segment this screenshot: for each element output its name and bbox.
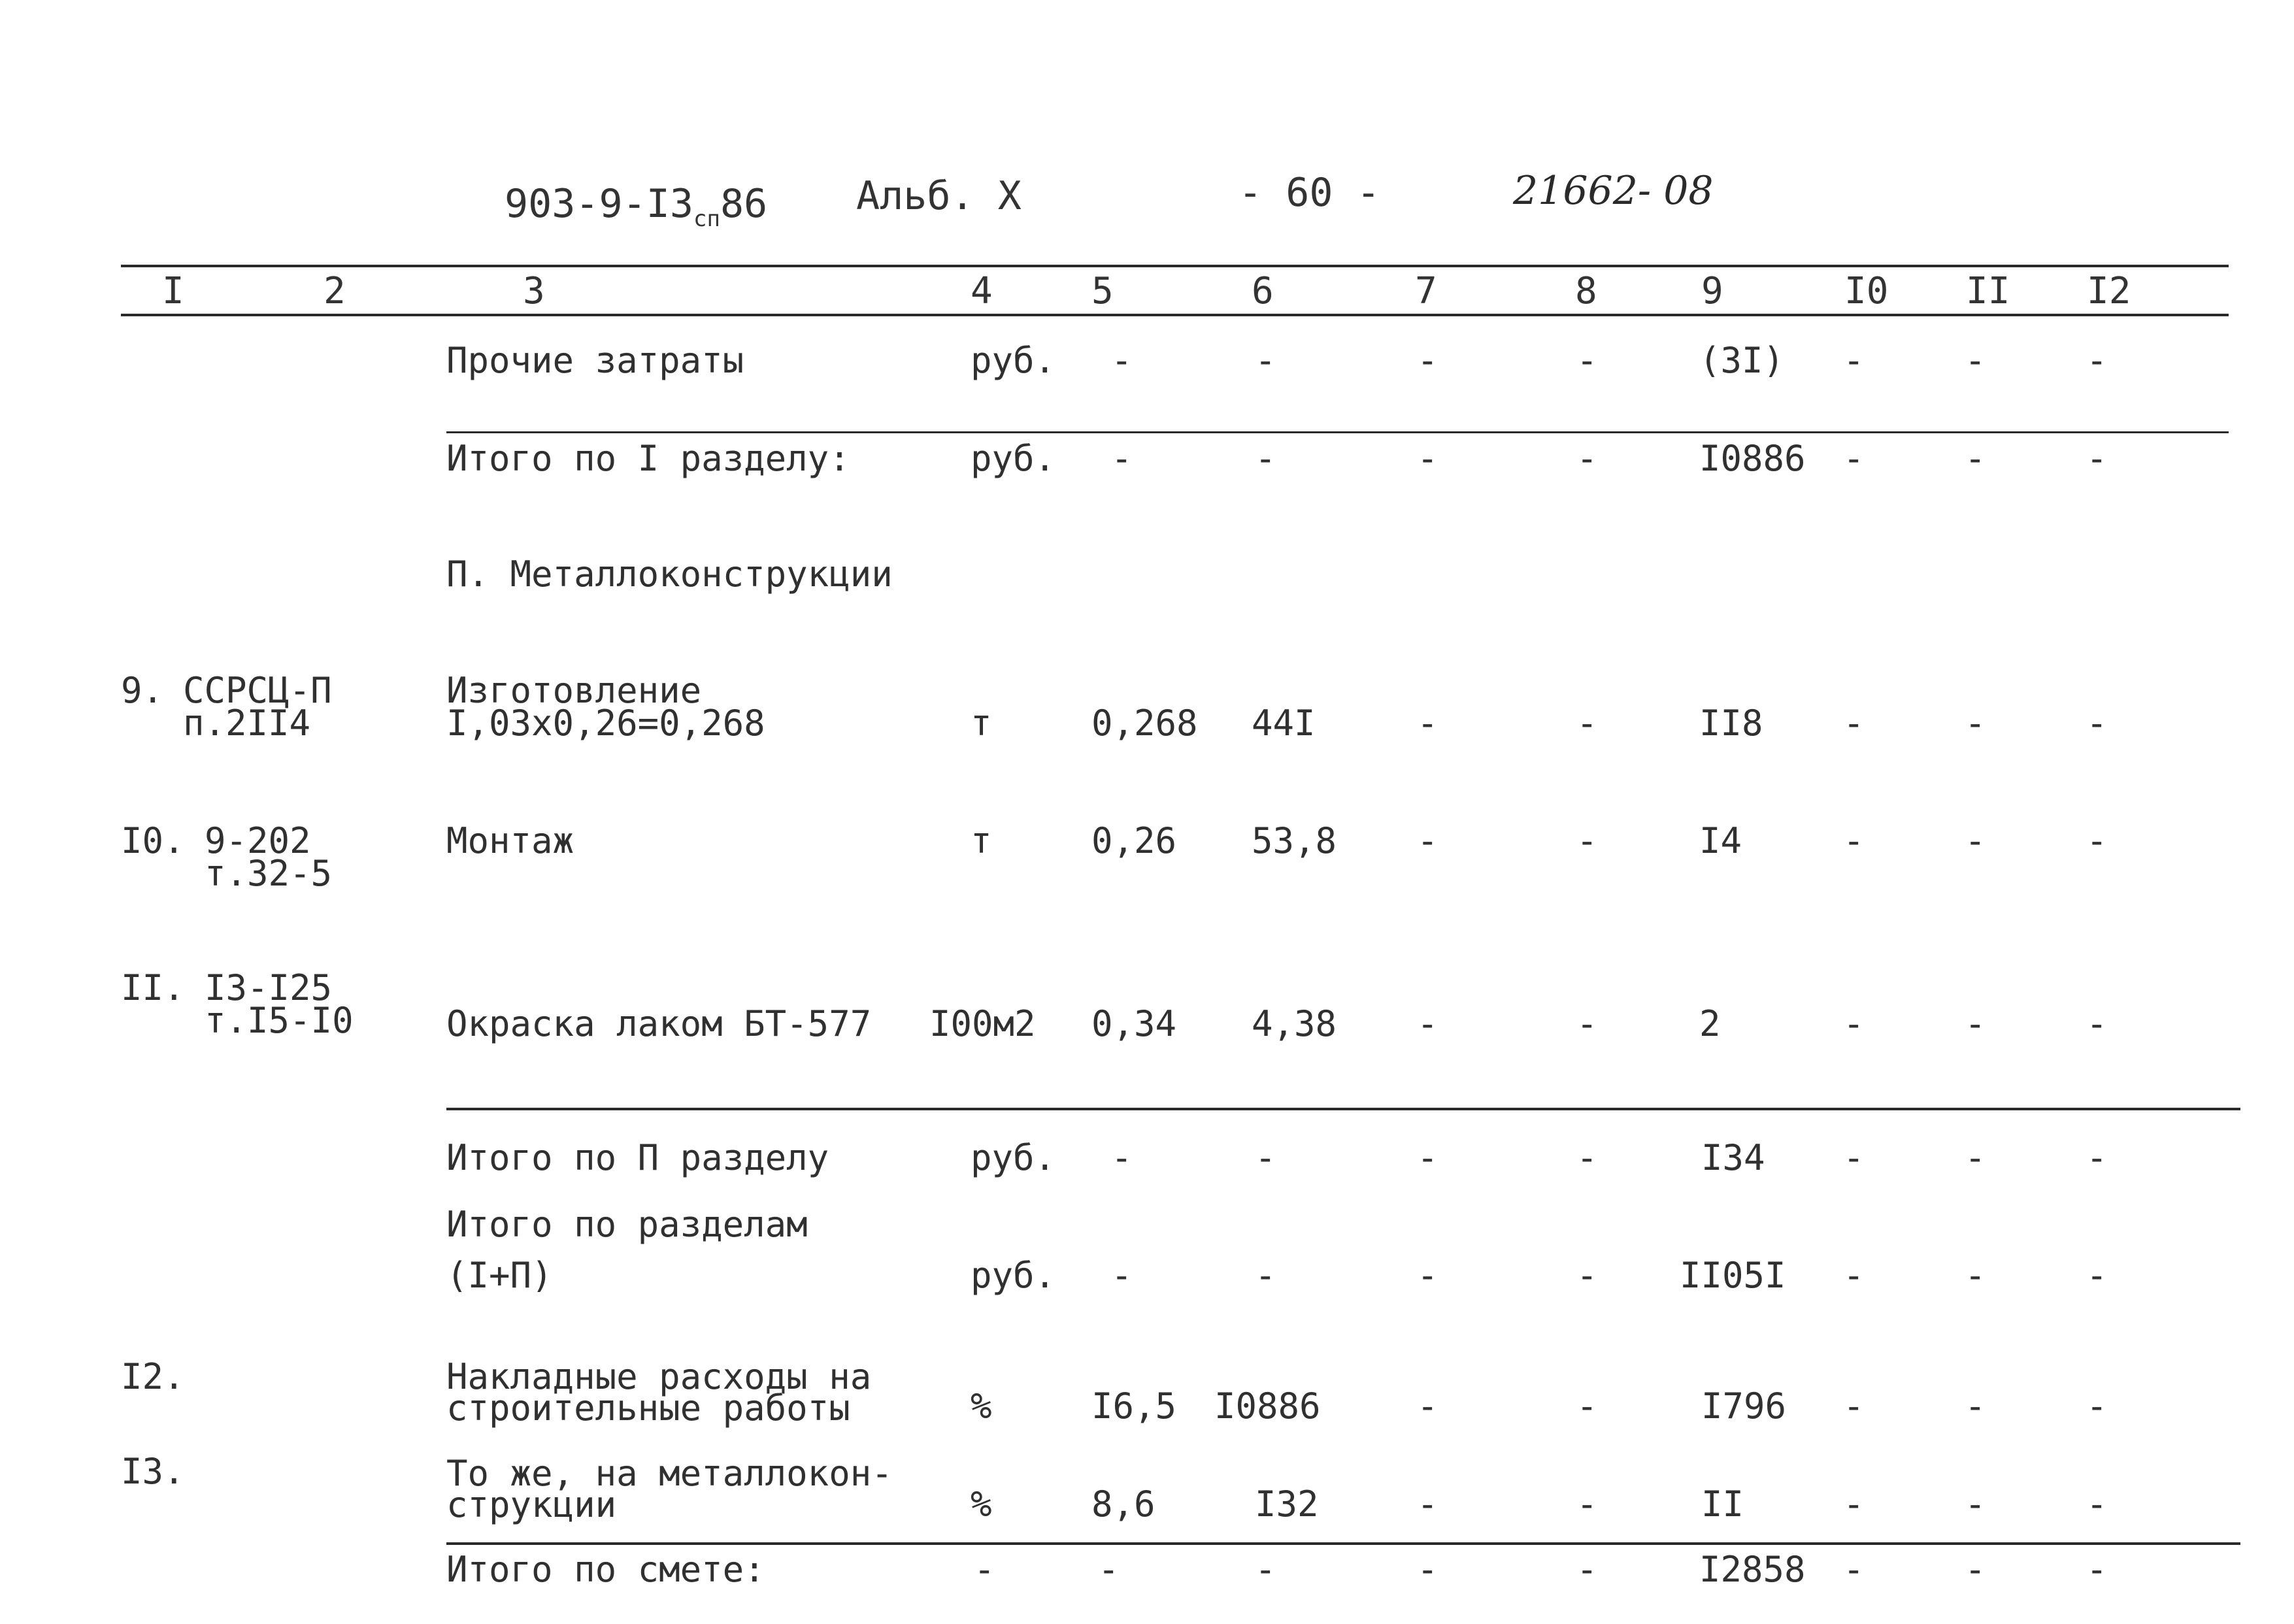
- section1-total-col11: -: [1965, 438, 1986, 479]
- row9-code-line1: ССРСЦ-П: [183, 670, 332, 711]
- row11-col10: -: [1843, 1003, 1865, 1044]
- row9-col5: 0,268: [1091, 703, 1198, 744]
- row12-col8: -: [1576, 1385, 1598, 1427]
- row11-col7: -: [1417, 1003, 1438, 1044]
- row11-col12: -: [2086, 1003, 2108, 1044]
- document-code: $903-9-I3_{сп}86$: [505, 181, 768, 232]
- other-costs-col9: (3I): [1699, 340, 1785, 381]
- row9-col8: -: [1576, 703, 1598, 744]
- grand-total-col8: -: [1576, 1549, 1598, 1590]
- row9-col9: II8: [1699, 703, 1763, 744]
- row9-name-line1: Изготовление: [446, 670, 702, 711]
- row9-number: 9.: [121, 670, 164, 711]
- column-header-6: 6: [1252, 270, 1274, 312]
- other-costs-col11: -: [1965, 340, 1986, 381]
- row10-col10: -: [1843, 820, 1865, 861]
- other-costs-col8: -: [1576, 340, 1598, 381]
- row11-col6: 4,38: [1252, 1003, 1337, 1044]
- section1-total-col10: -: [1843, 438, 1865, 479]
- sections-total-col8: -: [1576, 1255, 1598, 1296]
- row13-number: I3.: [121, 1451, 185, 1492]
- other-costs-col7: -: [1417, 340, 1438, 381]
- row12-col10: -: [1843, 1385, 1865, 1427]
- section2-total-col6: -: [1255, 1137, 1276, 1178]
- row12-col11: -: [1965, 1385, 1986, 1427]
- row12-name-line1: Накладные расходы на: [446, 1356, 872, 1397]
- row10-col11: -: [1965, 820, 1986, 861]
- sections-total-col7: -: [1417, 1255, 1438, 1296]
- document-code-subscript: сп: [693, 206, 720, 232]
- section2-title: П. Металлоконструкции: [446, 554, 893, 595]
- row13-col7: -: [1417, 1483, 1438, 1525]
- row10-col12: -: [2086, 820, 2108, 861]
- other-costs-col12: -: [2086, 340, 2108, 381]
- section2-total-col9: I34: [1701, 1137, 1765, 1178]
- row11-code-line2: т.I5-I0: [205, 1000, 354, 1041]
- section2-total-rule: [446, 1108, 2240, 1110]
- album-label: Альб. X: [856, 173, 1022, 219]
- column-header-5: 5: [1091, 270, 1114, 312]
- grand-total-col9: I2858: [1699, 1549, 1806, 1590]
- other-costs-col10: -: [1843, 340, 1865, 381]
- section2-total-col5: -: [1111, 1137, 1133, 1178]
- sections-total-col12: -: [2086, 1255, 2108, 1296]
- row13-col8: -: [1576, 1483, 1598, 1525]
- grand-total-name: Итого по смете:: [446, 1549, 765, 1590]
- row9-col6: 44I: [1252, 703, 1316, 744]
- row13-name-line2: струкции: [446, 1484, 617, 1525]
- row13-col9: II: [1701, 1483, 1744, 1525]
- row11-code-line1: I3-I25: [205, 967, 333, 1008]
- row10-col5: 0,26: [1091, 820, 1177, 861]
- row9-code-line2: п.2II4: [183, 703, 311, 744]
- section2-total-col10: -: [1843, 1137, 1865, 1178]
- section2-total-col7: -: [1417, 1137, 1438, 1178]
- row13-col5: 8,6: [1091, 1483, 1155, 1525]
- row11-unit: I00м2: [929, 1003, 1036, 1044]
- sections-total-col10: -: [1843, 1255, 1865, 1296]
- row13-col6: I32: [1255, 1483, 1319, 1525]
- row12-number: I2.: [121, 1356, 185, 1397]
- column-header-4: 4: [971, 270, 993, 312]
- column-header-8: 8: [1575, 270, 1597, 312]
- table-top-rule: [121, 265, 2229, 267]
- row10-code-line2: т.32-5: [205, 853, 333, 894]
- row10-unit: т: [971, 820, 992, 861]
- grand-total-col5: -: [1098, 1549, 1120, 1590]
- row9-col7: -: [1417, 703, 1438, 744]
- column-header-9: 9: [1701, 270, 1723, 312]
- row10-col8: -: [1576, 820, 1598, 861]
- row9-name-line2: I,03x0,26=0,268: [446, 703, 765, 744]
- grand-total-col12: -: [2086, 1549, 2108, 1590]
- column-header-11: II: [1966, 270, 2010, 312]
- section2-total-col11: -: [1965, 1137, 1986, 1178]
- row12-col9: I796: [1701, 1385, 1787, 1427]
- row11-col9: 2: [1699, 1003, 1721, 1044]
- other-costs-col5: -: [1111, 340, 1133, 381]
- grand-total-col6: -: [1255, 1549, 1276, 1590]
- sections-total-col5: -: [1111, 1255, 1133, 1296]
- row10-col6: 53,8: [1252, 820, 1337, 861]
- section2-total-name: Итого по П разделу: [446, 1137, 829, 1178]
- row12-col6: I0886: [1214, 1385, 1321, 1427]
- row10-number: I0.: [121, 820, 185, 861]
- column-header-3: 3: [523, 270, 545, 312]
- column-header-1: I: [162, 270, 184, 312]
- sections-total-unit: руб.: [971, 1255, 1056, 1296]
- grand-total-col11: -: [1965, 1549, 1986, 1590]
- row10-col7: -: [1417, 820, 1438, 861]
- column-header-12: I2: [2087, 270, 2131, 312]
- grand-total-col10: -: [1843, 1549, 1865, 1590]
- row9-unit: т: [971, 703, 992, 744]
- row12-unit: %: [971, 1385, 992, 1427]
- row12-col7: -: [1417, 1385, 1438, 1427]
- other-costs-col6: -: [1255, 340, 1276, 381]
- column-header-7: 7: [1415, 270, 1437, 312]
- row9-col10: -: [1843, 703, 1865, 744]
- grand-total-rule: [446, 1542, 2240, 1545]
- section1-total-col5: -: [1111, 438, 1133, 479]
- row13-col12: -: [2086, 1483, 2108, 1525]
- section1-total-col7: -: [1417, 438, 1438, 479]
- sections-total-col11: -: [1965, 1255, 1986, 1296]
- row13-unit: %: [971, 1483, 992, 1525]
- grand-total-unit: -: [974, 1549, 995, 1590]
- column-header-2: 2: [324, 270, 346, 312]
- row12-col12: -: [2086, 1385, 2108, 1427]
- row10-col9: I4: [1699, 820, 1742, 861]
- column-header-rule: [121, 314, 2229, 316]
- row11-col8: -: [1576, 1003, 1598, 1044]
- row11-name: Окраска лаком БТ-577: [446, 1003, 872, 1044]
- other-costs-name: Прочие затраты: [446, 340, 744, 381]
- section1-total-col8: -: [1576, 438, 1598, 479]
- other-costs-unit: руб.: [971, 340, 1056, 381]
- row11-col5: 0,34: [1091, 1003, 1177, 1044]
- row10-code-line1: 9-202: [205, 820, 311, 861]
- sections-total-name-line1: Итого по разделам: [446, 1204, 808, 1245]
- row13-col10: -: [1843, 1483, 1865, 1525]
- row12-col5: I6,5: [1091, 1385, 1177, 1427]
- section1-total-unit: руб.: [971, 438, 1056, 479]
- section1-total-rule: [446, 431, 2229, 433]
- row9-col11: -: [1965, 703, 1986, 744]
- sections-total-col9: II05I: [1680, 1255, 1786, 1296]
- row13-name-line1: То же, на металлокон-: [446, 1453, 893, 1494]
- section2-total-col12: -: [2086, 1137, 2108, 1178]
- handwritten-inventory-number: 21662- 08: [1513, 168, 1714, 214]
- row12-name-line2: строительные работы: [446, 1387, 850, 1429]
- row10-name: Монтаж: [446, 820, 574, 861]
- section1-total-name: Итого по I разделу:: [446, 438, 850, 479]
- section2-total-unit: руб.: [971, 1137, 1056, 1178]
- section1-total-col6: -: [1255, 438, 1276, 479]
- section1-total-col12: -: [2086, 438, 2108, 479]
- sections-total-col6: -: [1255, 1255, 1276, 1296]
- row11-number: II.: [121, 967, 185, 1008]
- section2-total-col8: -: [1576, 1137, 1598, 1178]
- row11-col11: -: [1965, 1003, 1986, 1044]
- row13-col11: -: [1965, 1483, 1986, 1525]
- row9-col12: -: [2086, 703, 2108, 744]
- grand-total-col7: -: [1417, 1549, 1438, 1590]
- sections-total-name-line2: (I+П): [446, 1255, 553, 1296]
- page-number: - 60 -: [1238, 170, 1380, 216]
- column-header-10: I0: [1844, 270, 1889, 312]
- section1-total-col9: I0886: [1699, 438, 1806, 479]
